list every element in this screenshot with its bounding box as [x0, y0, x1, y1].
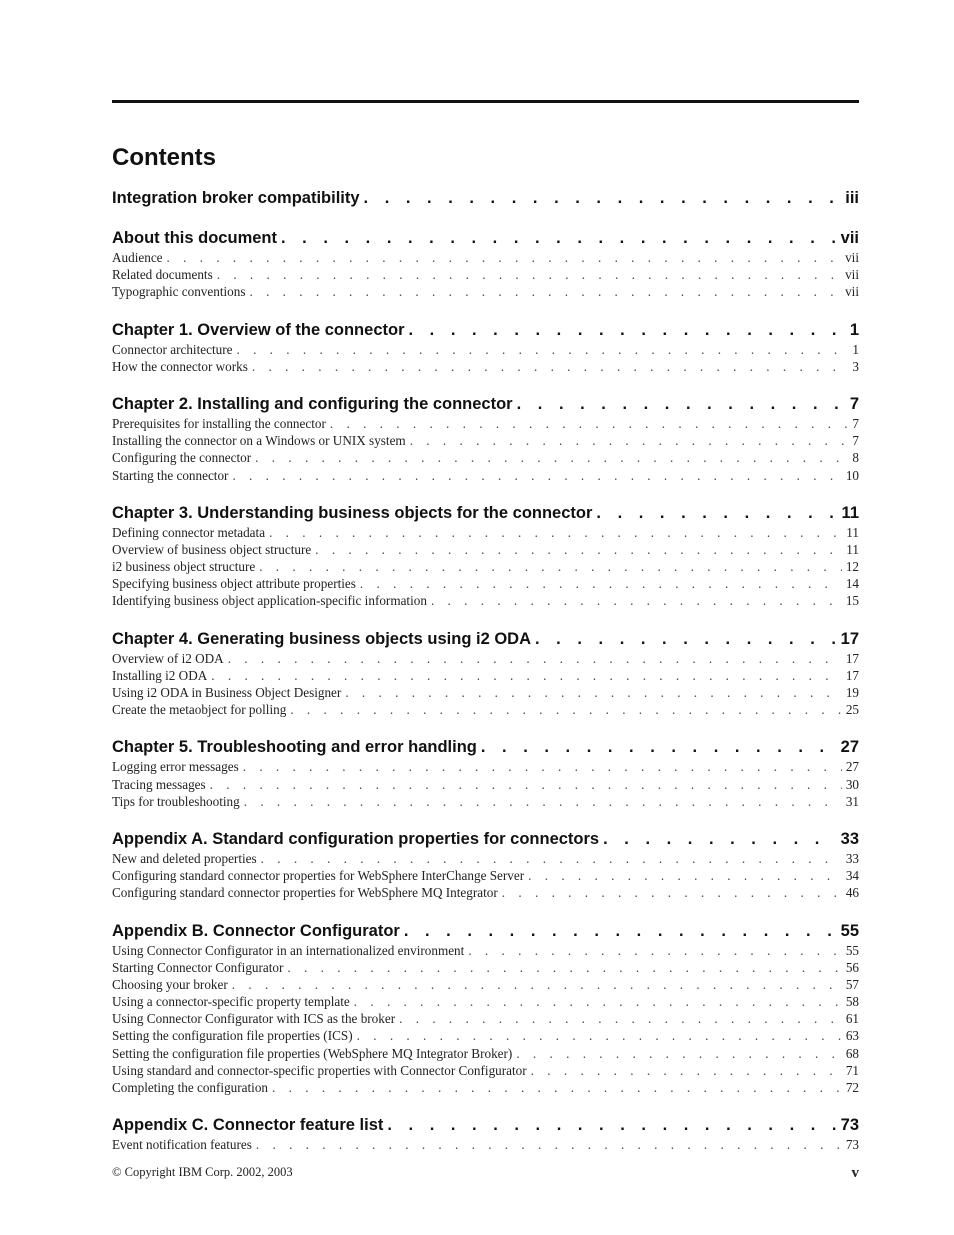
toc-subentry-title: i2 business object structure: [112, 559, 256, 575]
toc-chapter-entry[interactable]: [112, 737, 859, 758]
leader-dots: [409, 320, 846, 341]
toc-subentry[interactable]: [112, 1027, 859, 1044]
leader-dots: [244, 793, 842, 810]
toc-subentry[interactable]: [112, 467, 859, 484]
toc-subentry[interactable]: [112, 266, 859, 283]
leader-dots: [232, 976, 842, 993]
toc-subentry[interactable]: [112, 449, 859, 466]
toc-chapter-title: About this document: [112, 229, 277, 247]
toc-chapter-page: 17: [840, 629, 859, 648]
leader-dots: [410, 432, 849, 449]
toc-chapter-page: iii: [845, 189, 859, 207]
toc-subentry-page: 63: [845, 1028, 859, 1044]
page-footer: [112, 1165, 859, 1180]
leader-dots: [269, 524, 842, 541]
toc-section: [112, 629, 859, 719]
toc-section: [112, 188, 859, 209]
leader-dots: [232, 467, 841, 484]
toc-subentry-title: Starting Connector Configurator: [112, 959, 284, 975]
toc-subentry-page: 30: [845, 776, 859, 792]
toc-subentry[interactable]: [112, 415, 859, 432]
leader-dots: [252, 358, 849, 375]
toc-subentry-page: 27: [845, 759, 859, 775]
leader-dots: [360, 575, 842, 592]
copyright-notice: © Copyright IBM Corp. 2002, 2003: [112, 1165, 293, 1179]
toc-chapter-entry[interactable]: [112, 503, 859, 524]
toc-chapter-page: 55: [840, 921, 859, 940]
toc-subentry-page: 14: [845, 576, 859, 592]
leader-dots: [236, 341, 848, 358]
leader-dots: [364, 188, 842, 209]
toc-subentry-page: 25: [845, 702, 859, 718]
leader-dots: [481, 737, 837, 758]
toc-subentry-title: Starting the connector: [112, 467, 229, 483]
leader-dots: [596, 503, 837, 524]
top-rule: [112, 100, 859, 103]
toc-subentry-page: 71: [845, 1062, 859, 1078]
toc-section: [112, 1115, 859, 1153]
toc-subentry-title: Installing i2 ODA: [112, 667, 208, 683]
toc-subentry-page: 10: [845, 467, 859, 483]
leader-dots: [502, 884, 842, 901]
toc-subentry-title: Completing the configuration: [112, 1080, 269, 1095]
leader-dots: [290, 701, 842, 718]
toc-subentry[interactable]: [112, 776, 859, 793]
leader-dots: [261, 850, 842, 867]
toc-subentry-page: vii: [845, 250, 859, 265]
toc-subentry[interactable]: [112, 867, 859, 884]
toc-subentry-title: New and deleted properties: [112, 850, 257, 866]
toc-subentry-title: Configuring standard connector properties for WebSphere InterChange Server: [112, 868, 525, 884]
leader-dots: [167, 249, 842, 266]
leader-dots: [211, 667, 842, 684]
toc-subentry-title: Tips for troubleshooting: [112, 793, 240, 809]
toc-subentry-title: Prerequisites for installing the connector: [112, 415, 326, 431]
leader-dots: [517, 394, 846, 415]
toc-chapter-entry[interactable]: [112, 921, 859, 942]
toc-chapter-entry[interactable]: [112, 1115, 859, 1136]
toc-subentry-page: 57: [845, 976, 859, 992]
toc-subentry[interactable]: [112, 850, 859, 867]
toc-subentry-title: Setting the configuration file properties (WebSphere MQ Integrator Broker): [112, 1045, 513, 1061]
toc-subentry[interactable]: [112, 884, 859, 901]
toc-subentry[interactable]: [112, 341, 859, 358]
toc-section: [112, 394, 859, 484]
toc-chapter-entry[interactable]: [112, 394, 859, 415]
leader-dots: [243, 758, 842, 775]
toc-subentry[interactable]: [112, 524, 859, 541]
toc-subentry-page: 15: [845, 593, 859, 609]
toc-chapter-entry[interactable]: [112, 188, 859, 209]
toc-subentry[interactable]: [112, 976, 859, 993]
toc-subentry-title: Overview of i2 ODA: [112, 650, 224, 666]
toc-subentry-page: 58: [845, 994, 859, 1010]
leader-dots: [535, 629, 837, 650]
leader-dots: [259, 558, 842, 575]
toc-subentry-title: Specifying business object attribute properties: [112, 576, 356, 592]
leader-dots: [315, 541, 842, 558]
toc-chapter-page: vii: [840, 229, 859, 247]
leader-dots: [330, 415, 849, 432]
leader-dots: [516, 1045, 842, 1062]
toc-subentry[interactable]: [112, 1010, 859, 1027]
page-folio: v: [851, 1165, 859, 1181]
toc-subentry-title: Installing the connector on a Windows or UNIX system: [112, 433, 406, 449]
toc-subentry-page: vii: [845, 267, 859, 283]
toc-section: [112, 503, 859, 610]
leader-dots: [287, 959, 841, 976]
toc-subentry-page: 73: [845, 1137, 859, 1153]
toc-chapter-page: 27: [840, 738, 859, 757]
toc-subentry-page: 17: [845, 650, 859, 666]
toc-subentry-page: 68: [845, 1045, 859, 1061]
toc-chapter-title: Chapter 4. Generating business objects using i2 ODA: [112, 629, 532, 648]
toc-subentry-page: 11: [846, 524, 859, 540]
leader-dots: [603, 829, 837, 850]
toc-section: [112, 320, 859, 375]
toc-subentry[interactable]: [112, 650, 859, 667]
toc-subentry-title: Related documents: [112, 267, 213, 283]
toc-chapter-title: Chapter 1. Overview of the connector: [112, 320, 405, 339]
toc-subentry-page: 34: [845, 868, 859, 884]
toc-subentry-page: 7: [852, 415, 859, 431]
toc-chapter-title: Integration broker compatibility: [112, 189, 360, 207]
leader-dots: [528, 867, 842, 884]
leader-dots: [354, 993, 842, 1010]
toc-subentry-page: 11: [846, 541, 859, 557]
toc-section: [112, 228, 859, 301]
leader-dots: [387, 1115, 836, 1136]
toc-subentry-title: Using standard and connector-specific properties with Connector Configurator: [112, 1062, 527, 1078]
toc-chapter-page: 11: [841, 503, 859, 522]
toc-subentry[interactable]: [112, 432, 859, 449]
toc-subentry-page: 56: [845, 959, 859, 975]
toc-subentry[interactable]: [112, 592, 859, 609]
toc-subentry-page: 17: [845, 667, 859, 683]
toc-subentry-title: Configuring standard connector properties for WebSphere MQ Integrator: [112, 885, 498, 901]
toc-section: [112, 921, 859, 1097]
toc-subentry-page: 33: [845, 850, 859, 866]
toc-subentry-title: Create the metaobject for polling: [112, 702, 287, 718]
toc-subentry[interactable]: [112, 249, 859, 266]
leader-dots: [249, 283, 841, 300]
leader-dots: [281, 228, 837, 249]
leader-dots: [531, 1062, 842, 1079]
page-title: Contents: [112, 144, 216, 171]
toc-subentry-title: Typographic conventions: [112, 284, 246, 300]
toc-subentry-title: Tracing messages: [112, 776, 206, 792]
toc-chapter-entry[interactable]: [112, 320, 859, 341]
toc-subentry-page: vii: [845, 284, 859, 300]
toc-chapter-title: Appendix B. Connector Configurator: [112, 921, 400, 940]
toc-subentry-page: 1: [852, 341, 859, 357]
leader-dots: [399, 1010, 842, 1027]
toc-chapter-page: 7: [849, 394, 859, 413]
toc-subentry-page: 46: [845, 885, 859, 901]
toc-subentry[interactable]: [112, 667, 859, 684]
toc-subentry-title: Defining connector metadata: [112, 524, 266, 540]
toc-subentry[interactable]: [112, 993, 859, 1010]
toc-subentry-page: 55: [845, 942, 859, 958]
toc-subentry[interactable]: [112, 684, 859, 701]
toc-section: [112, 737, 859, 810]
toc-chapter-title: Chapter 2. Installing and configuring the connector: [112, 394, 513, 413]
toc-chapter-page: 73: [840, 1116, 859, 1135]
toc-subentry-page: 8: [852, 450, 859, 466]
toc-subentry-title: Configuring the connector: [112, 450, 252, 466]
toc-subentry-page: 7: [852, 433, 859, 449]
toc-subentry-page: 72: [845, 1080, 859, 1095]
toc-subentry[interactable]: [112, 541, 859, 558]
leader-dots: [256, 1136, 842, 1153]
toc-chapter-title: Appendix A. Standard configuration properties for connectors: [112, 829, 600, 848]
toc-subentry-title: Event notification features: [112, 1137, 252, 1153]
toc-subentry-title: How the connector works: [112, 358, 248, 374]
leader-dots: [217, 266, 841, 283]
toc-subentry-title: Identifying business object application-specific information: [112, 593, 427, 609]
toc-subentry-title: Setting the configuration file properties (ICS): [112, 1028, 353, 1044]
leader-dots: [345, 684, 842, 701]
toc-chapter-title: Appendix C. Connector feature list: [112, 1116, 384, 1135]
leader-dots: [272, 1079, 842, 1096]
toc-subentry-page: 31: [845, 793, 859, 809]
leader-dots: [468, 942, 842, 959]
toc-subentry[interactable]: [112, 701, 859, 718]
leader-dots: [210, 776, 842, 793]
toc-subentry[interactable]: [112, 942, 859, 959]
toc-subentry-title: Using Connector Configurator with ICS as the broker: [112, 1011, 396, 1027]
toc-subentry[interactable]: [112, 1136, 859, 1153]
toc-chapter-page: 33: [840, 829, 859, 848]
toc-subentry[interactable]: [112, 1062, 859, 1079]
table-of-contents: [112, 188, 859, 1172]
leader-dots: [431, 592, 842, 609]
toc-chapter-title: Chapter 5. Troubleshooting and error handling: [112, 738, 477, 757]
toc-subentry-page: 61: [845, 1011, 859, 1027]
toc-subentry-page: 12: [845, 559, 859, 575]
toc-subentry[interactable]: [112, 358, 859, 375]
toc-chapter-title: Chapter 3. Understanding business objects for the connector: [112, 503, 593, 522]
leader-dots: [404, 921, 837, 942]
toc-subentry-page: 3: [852, 358, 859, 374]
toc-chapter-entry[interactable]: [112, 829, 859, 850]
toc-subentry-title: Audience: [112, 250, 163, 265]
toc-chapter-entry[interactable]: [112, 228, 859, 249]
toc-subentry[interactable]: [112, 1045, 859, 1062]
toc-subentry[interactable]: [112, 558, 859, 575]
toc-chapter-entry[interactable]: [112, 629, 859, 650]
toc-subentry-title: Logging error messages: [112, 759, 239, 775]
toc-subentry[interactable]: [112, 283, 859, 300]
toc-subentry-title: Using i2 ODA in Business Object Designer: [112, 685, 342, 700]
toc-subentry[interactable]: [112, 793, 859, 810]
toc-subentry-title: Connector architecture: [112, 341, 233, 357]
toc-subentry-title: Using a connector-specific property template: [112, 994, 350, 1010]
toc-subentry[interactable]: [112, 758, 859, 775]
toc-subentry[interactable]: [112, 959, 859, 976]
toc-subentry[interactable]: [112, 575, 859, 592]
toc-subentry-title: Using Connector Configurator in an internationalized environment: [112, 942, 465, 958]
toc-section: [112, 829, 859, 902]
toc-subentry-page: 19: [845, 685, 859, 700]
toc-subentry-title: Choosing your broker: [112, 976, 228, 992]
toc-chapter-page: 1: [849, 320, 859, 339]
toc-subentry-title: Overview of business object structure: [112, 541, 312, 557]
leader-dots: [228, 650, 842, 667]
leader-dots: [255, 449, 848, 466]
toc-subentry[interactable]: [112, 1079, 859, 1096]
leader-dots: [357, 1027, 842, 1044]
